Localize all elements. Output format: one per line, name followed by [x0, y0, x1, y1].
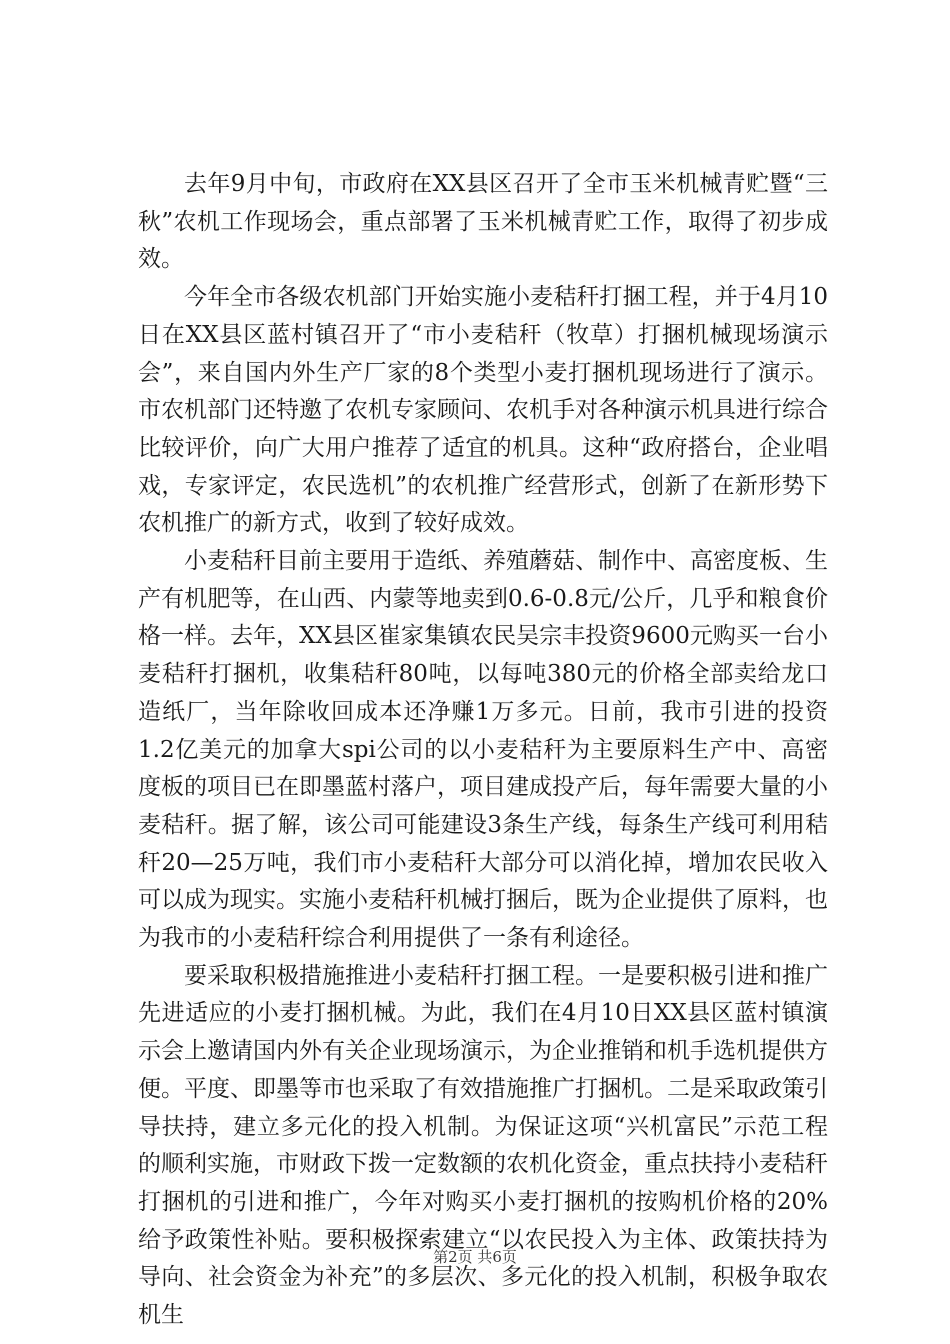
page-footer: 第2页 共6页 — [433, 1248, 517, 1266]
body-text — [138, 166, 828, 1335]
paragraph-2: 今年全市各级农机部门开始实施小麦秸秆打捆工程，并于4月10日在XX县区蓝村镇召开了“市小麦秸秆（牧草）打捆机械现场演示会”，来自国内外生产厂家的8个类型小麦打捆机现场进行了演示。市农机部门还特邀了农机专家顾问、农机手对各种演示机具进行综合比较评价，向广大用户推荐了适宜的机具。这种“政府搭台，企业唱戏，专家评定，农民选机”的农机推广经营形式，创新了在新形势下农机推广的新方式，收到了较好成效。 — [138, 284, 828, 537]
paragraph-4: 要采取积极措施推进小麦秸秆打捆工程。一是要积极引进和推广先进适应的小麦打捆机械。为此，我们在4月10日XX县区蓝村镇演示会上邀请国内外有关企业现场演示，为企业推销和机手选机提供方便。平度、即墨等市也采取了有效措施推广打捆机。二是采取政策引导扶持，建立多元化的投入机制。为保证这项“兴机富民”示范工程的顺利实施，市财政下拨一定数额的农机化资金，重点扶持小麦秸秆打捆机的引进和推广，今年对购买小麦打捆机的按购机价格的20%给予政策性补贴。要积极探索建立“以农民投入为主体、政策扶持为导向、社会资金为补充”的多层次、多元化的投入机制，积极争取农机生 — [138, 962, 828, 1329]
paragraph-3: 小麦秸秆目前主要用于造纸、养殖蘑菇、制作中、高密度板、生产有机肥等，在山西、内蒙等地卖到0.6-0.8元/公斤，几乎和粮食价格一样。去年，XX县区崔家集镇农民吴宗丰投资9600元购买一台小麦秸秆打捆机，收集秸秆80吨，以每吨380元的价格全部卖给龙口造纸厂，当年除收回成本还净赚1万多元。日前，我市引进的投资1.2亿美元的加拿大spi公司的以小麦秸秆为主要原料生产中、高密度板的项目已在即墨蓝村落户，项目建成投产后，每年需要大量的小麦秸秆。据了解，该公司可能建设3条生产线，每条生产线可利用秸秆20—25万吨，我们市小麦秸秆大部分可以消化掉，增加农民收入可以成为现实。实施小麦秸秆机械打捆后，既为企业提供了原料，也为我市的小麦秸秆综合利用提供了一条有利途径。 — [138, 548, 828, 952]
paragraph-1: 去年9月中旬，市政府在XX县区召开了全市玉米机械青贮暨“三秋”农机工作现场会，重点部署了玉米机械青贮工作，取得了初步成效。 — [138, 171, 828, 273]
